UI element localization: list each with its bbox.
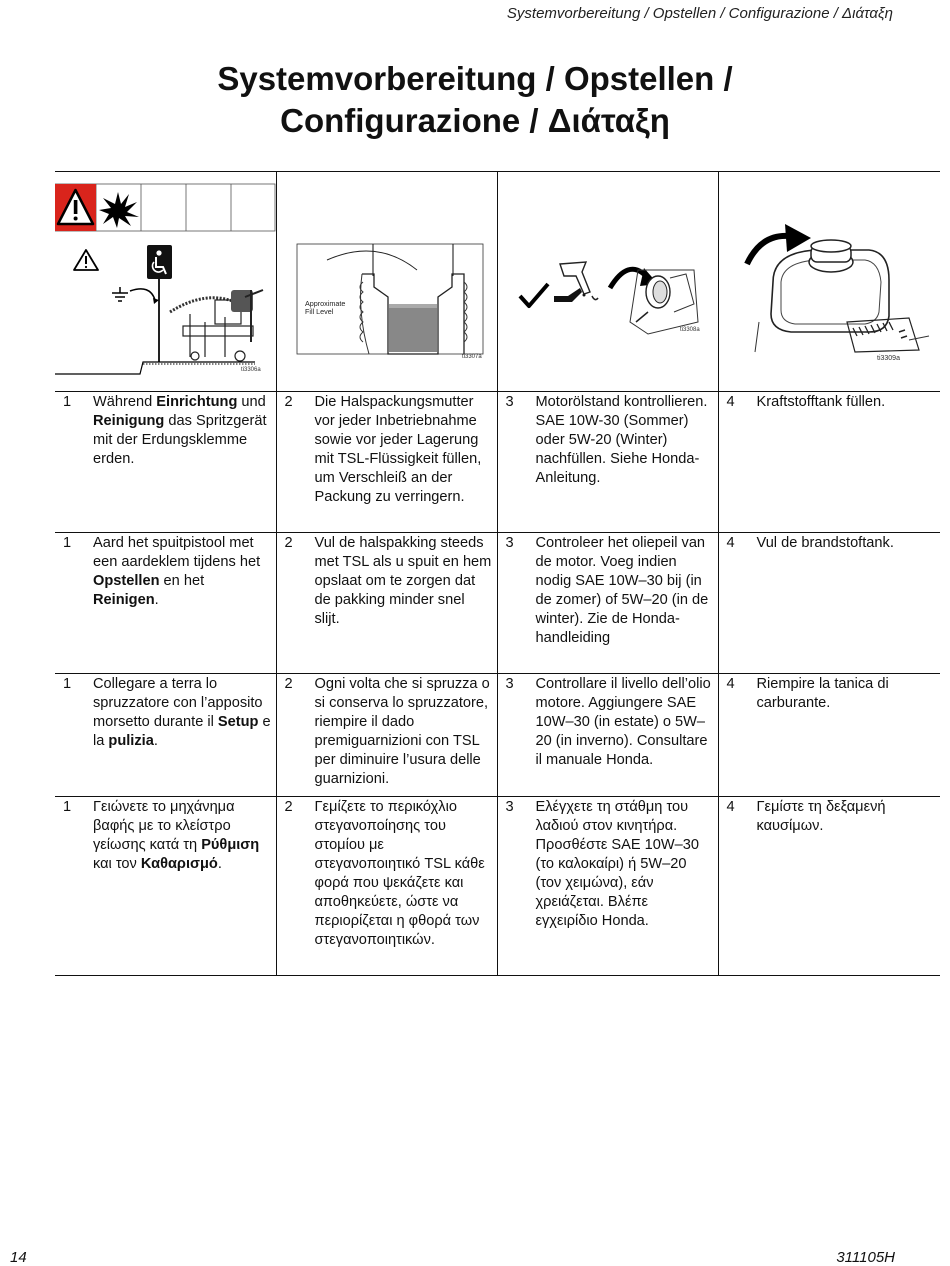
engine-oil-filler-icon (630, 270, 698, 334)
step-text: Aard het spuitpistool met een aardeklem tijdens het Opstellen en het Reinigen. (93, 535, 261, 608)
step-text: Die Halspackungsmutter vor jeder Inbetriebnahme sowie vor jeder Lagerung mit TSL-Flüssigkeit füllen, um Verschleiß an der Packung zu verringern. (314, 394, 482, 505)
step-text: Γειώνετε το μηχάνημα βαφής με το κλείστρο γείωσης κατά τη Ρύθμιση και τον Καθαρισμό. (93, 799, 260, 872)
grounding-clamp-sprayer-illustration (55, 172, 276, 391)
step-number: 4 (726, 676, 735, 692)
step-text: Controleer het oliepeil van de motor. Voeg indien nodig SAE 10W–30 bij (in de zomer) of 5W–20 (in de winter). Zie de Honda-handleiding (535, 535, 709, 646)
step-number: 3 (505, 394, 514, 410)
sprayer-icon (170, 290, 263, 361)
step-row-it (55, 674, 940, 797)
step-text: Riempire la tanica di carburante. (756, 676, 889, 711)
warning-triangle-icon (55, 184, 96, 231)
step-number: 3 (505, 676, 514, 692)
step-number: 1 (63, 676, 72, 692)
step-number: 3 (505, 799, 514, 815)
setup-steps-table (55, 171, 940, 976)
step-number: 1 (63, 799, 72, 815)
step-row-el (55, 797, 940, 976)
step-number: 4 (726, 535, 735, 551)
page-title-line-2: Configurazione / Διάταξη (280, 102, 670, 139)
step-number: 4 (726, 394, 735, 410)
step-text: Kraftstofftank füllen. (756, 394, 886, 410)
step-text: Vul de brandstoftank. (756, 535, 894, 551)
engine-oil-check-illustration (498, 172, 718, 391)
step-row-nl (55, 533, 940, 674)
page-title (0, 58, 950, 142)
step-number: 1 (63, 535, 72, 551)
step-text: Während Einrichtung und Reinigung das Spritzgerät mit der Erdungsklemme erden. (93, 394, 267, 467)
figure-id-3: ti3308a (679, 327, 700, 333)
page-title-line-1: Systemvorbereitung / Opstellen / (217, 60, 733, 97)
step-number: 2 (284, 676, 293, 692)
step-text: Motorölstand kontrollieren. SAE 10W-30 (Sommer) oder 5W-20 (Winter) nachfüllen. Siehe Honda-Anleitung. (535, 394, 708, 486)
step-number: 4 (726, 799, 735, 815)
step-text: Collegare a terra lo spruzzatore con l’apposito morsetto durante il Setup e la pulizia. (93, 676, 271, 749)
step-text: Controllare il livello dell’olio motore. Aggiungere SAE 10W–30 (in estate) o 5W–20 (in inverno). Consultare il manuale Honda. (535, 676, 711, 768)
figure-id-4: ti3309a (876, 355, 900, 362)
page-number: 14 (10, 1249, 27, 1266)
oil-can-icon (554, 288, 586, 302)
figure-id-1: ti3306a (241, 367, 261, 373)
figure-cell-2 (276, 172, 497, 392)
figure-cell-1 (55, 172, 276, 392)
step-number: 2 (284, 535, 293, 551)
small-warning-icon (74, 250, 98, 270)
fuel-tank-fill-illustration (719, 172, 941, 391)
figure-cell-4 (718, 172, 940, 392)
engine-grille-icon (755, 318, 929, 352)
step-text: Vul de halspakking steeds met TSL als u spuit en hem opslaat om te zorgen dat de pakking minder snel slijt. (314, 535, 492, 627)
approximate-fill-level-label: Approximate Fill Level (304, 299, 345, 316)
step-row-de (55, 392, 940, 533)
step-text: Ogni volta che si spruzza o si conserva lo spruzzatore, riempire il dado premiguarnizioni con TSL per diminuire l’usura delle guarnizioni. (314, 676, 490, 787)
ground-symbol-icon (112, 287, 128, 301)
document-number: 311105H (836, 1249, 895, 1266)
step-number: 2 (284, 394, 293, 410)
figure-id-2: ti3307a (461, 354, 482, 360)
step-text: Γεμίστε τη δεξαμενή καυσίμων. (756, 799, 886, 834)
figure-row (55, 172, 940, 392)
figure-cell-3 (497, 172, 718, 392)
explosion-hazard-icon (99, 192, 139, 228)
fuel-tank-icon (771, 240, 889, 332)
running-head: Systemvorbereitung / Opstellen / Configurazione / Διάταξη (506, 5, 893, 22)
throat-packing-nut-fill-illustration (277, 172, 497, 391)
step-text: Ελέγχετε τη στάθμη του λαδιού στον κινητήρα. Προσθέστε SAE 10W–30 (το καλοκαίρι) ή 5W–20 (τον χειμώνα), εάν χρειάζεται. Βλέπε εγχειρίδιο Honda. (535, 799, 700, 929)
step-number: 1 (63, 394, 72, 410)
step-number: 3 (505, 535, 514, 551)
ground-sign-icon (147, 245, 172, 362)
step-text: Γεμίζετε το περικόχλιο στεγανοποίησης του στομίου με στεγανοποιητικό TSL κάθε φορά που ψεκάζετε και αποθηκεύετε, ώστε να περιορίζεται η φθορά των στεγανοποιητικών. (314, 799, 485, 948)
step-number: 2 (284, 799, 293, 815)
